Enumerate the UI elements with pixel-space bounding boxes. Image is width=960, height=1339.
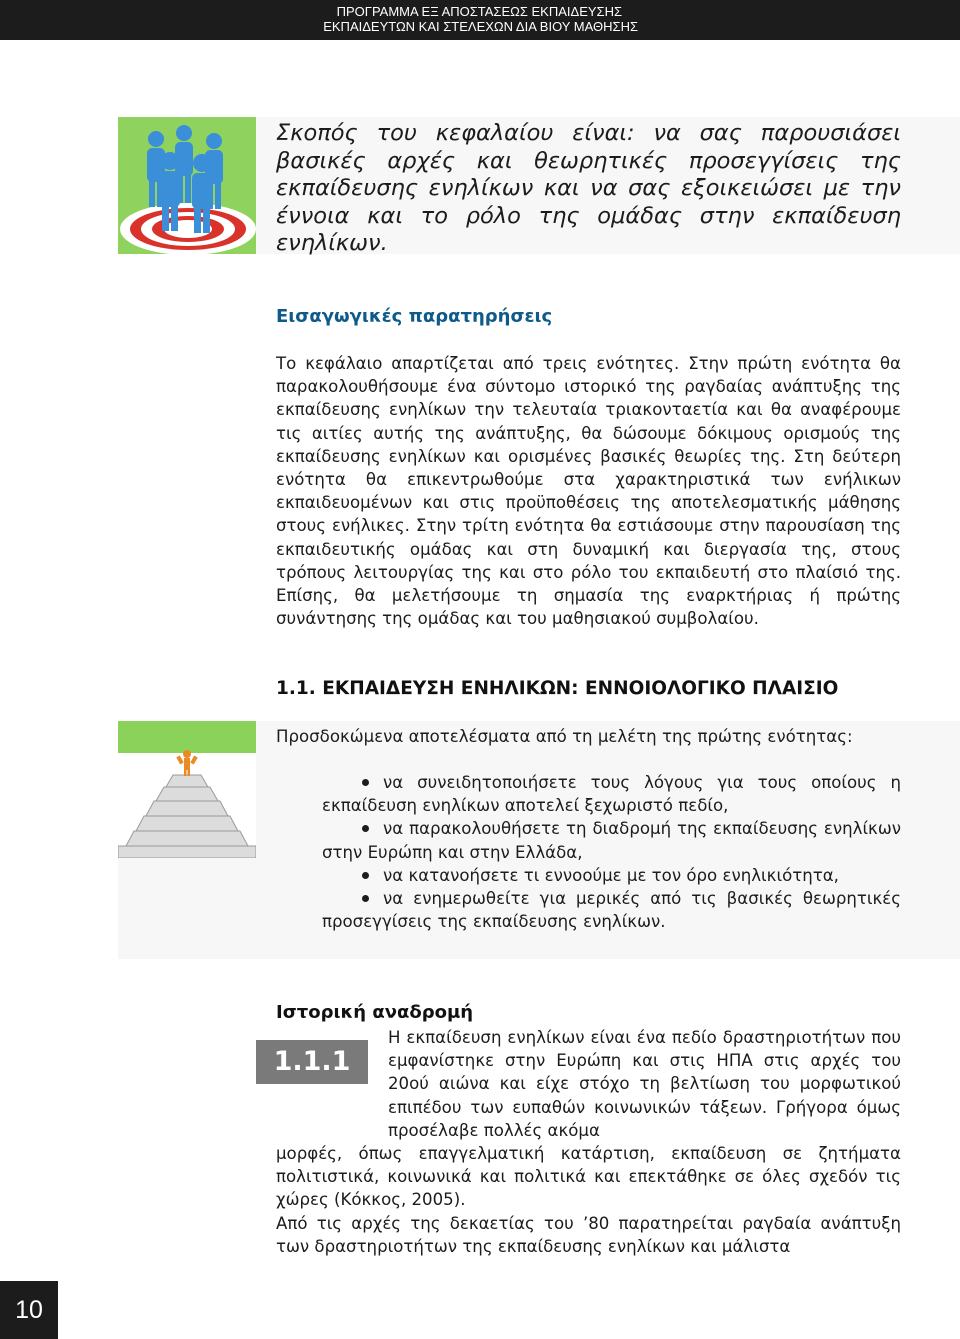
history-paragraph-a: Η εκπαίδευση ενηλίκων είναι ένα πεδίο δραστηριοτήτων που εμφανίστηκε στην Ευρώπη και στις ΗΠΑ στις αρχές του 20ού αιώνα και είχε στόχο τη βελτίωση του μορφωτικού επιπέδου των ευπαθών κοινωνικών τάξεων. Γρήγορα όμως προσέλαβε πολλές ακόμα	[388, 1028, 901, 1140]
section-number-badge: 1.1.1	[256, 1040, 368, 1084]
chapter-aim: Σκοπός του κεφαλαίου είναι: να σας παρουσιάσει βασικές αρχές και θεωρητικές προσεγγίσεις της εκπαίδευσης ενηλίκων και να σας εξοικειώσει με την έννοια και το ρόλο της ομάδας στην εκπαίδευση ενηλίκων.	[276, 120, 901, 256]
header-line-2: ΕΚΠΑΙΔΕΥΤΩΝ ΚΑΙ ΣΤΕΛΕΧΩΝ ΔΙΑ ΒΙΟΥ ΜΑΘΗΣΗΣ	[323, 19, 638, 34]
goal-item: να συνειδητοποιήσετε τους λόγους για τους οποίους η εκπαίδευση ενηλίκων αποτελεί ξεχωριστό πεδίο,	[322, 773, 901, 816]
goals-list	[322, 771, 901, 933]
intro-heading: Εισαγωγικές παρατηρήσεις	[276, 306, 553, 327]
bullet-dot-icon	[362, 895, 369, 902]
goals-intro: Προσδοκώμενα αποτελέσματα από τη μελέτη της πρώτης ενότητας:	[276, 727, 853, 746]
history-paragraph-b-text: μορφές, όπως επαγγελματική κατάρτιση, εκπαίδευση σε ζητήματα πολιτιστικά, κοινωνικά και πολιτικά και επεκτάθηκε σε όλες σχεδόν τις χώρες (Κόκκος, 2005).	[276, 1144, 901, 1210]
pyramid-image	[118, 721, 256, 858]
bullet-dot-icon	[362, 872, 369, 879]
goal-item: να ενημερωθείτε για μερικές από τις βασικές θεωρητικές προσεγγίσεις της εκπαίδευσης ενηλίκων.	[322, 889, 901, 932]
page-number: 10	[0, 1281, 58, 1339]
goal-item: να κατανοήσετε τι εννοούμε με τον όρο ενηλικιότητα,	[322, 864, 901, 887]
people-on-target-image	[118, 117, 256, 254]
bullet-dot-icon	[362, 825, 369, 832]
history-paragraph-b	[276, 1142, 901, 1258]
goal-item: να παρακολουθήσετε τη διαδρομή της εκπαίδευσης ενηλίκων στην Ευρώπη και στην Ελλάδα,	[322, 819, 901, 862]
intro-paragraph: Το κεφάλαιο απαρτίζεται από τρεις ενότητες. Στην πρώτη ενότητα θα παρακολουθήσουμε ένα σύντομο ιστορικό της ραγδαίας ανάπτυξης της εκπαίδευσης ενηλίκων την τελευταία τριακονταετία και θα αναφέρουμε τις αιτίες αυτής της ανάπτυξης, θα δώσουμε δόκιμους ορισμούς της εκπαίδευσης ενηλίκων και ορισμένες βασικές θεωρίες της. Στη δεύτερη ενότητα θα επικεντρωθούμε στα χαρακτηριστικά των ενήλικων εκπαιδευομένων και στις προϋποθέσεις της αποτελεσματικής μάθησης στους ενήλικες. Στην τρίτη ενότητα θα εστιάσουμε στην παρουσίαση της εκπαιδευτικής ομάδας και στη δυναμική και διεργασία της, στους τρόπους λειτουργίας της και στο ρόλο του εκπαιδευτή στο πλαίσιό της. Επίσης, θα μελετήσουμε τη σημασία της εναρκτήριας ή πρώτης συνάντησης της ομάδας και του μαθησιακού συμβολαίου.	[276, 354, 901, 629]
chapter-title: 1.1. ΕΚΠΑΙΔΕΥΣΗ ΕΝΗΛΙΚΩΝ: ΕΝΝΟΙΟΛΟΓΙΚΟ ΠΛΑΙΣΙΟ	[276, 678, 839, 699]
bullet-dot-icon	[362, 779, 369, 786]
header-line-1: ΠΡΟΓΡΑΜΜΑ ΕΞ ΑΠΟΣΤΑΣΕΩΣ ΕΚΠΑΙΔΕΥΣΗΣ	[336, 4, 622, 19]
history-heading: Ιστορική αναδρομή	[276, 1002, 474, 1023]
page-header	[0, 0, 960, 40]
history-paragraph-c-text: Από τις αρχές της δεκαετίας του ’80 παρατηρείται ραγδαία ανάπτυξη των δραστηριοτήτων της εκπαίδευσης ενηλίκων και μάλιστα	[276, 1213, 901, 1256]
